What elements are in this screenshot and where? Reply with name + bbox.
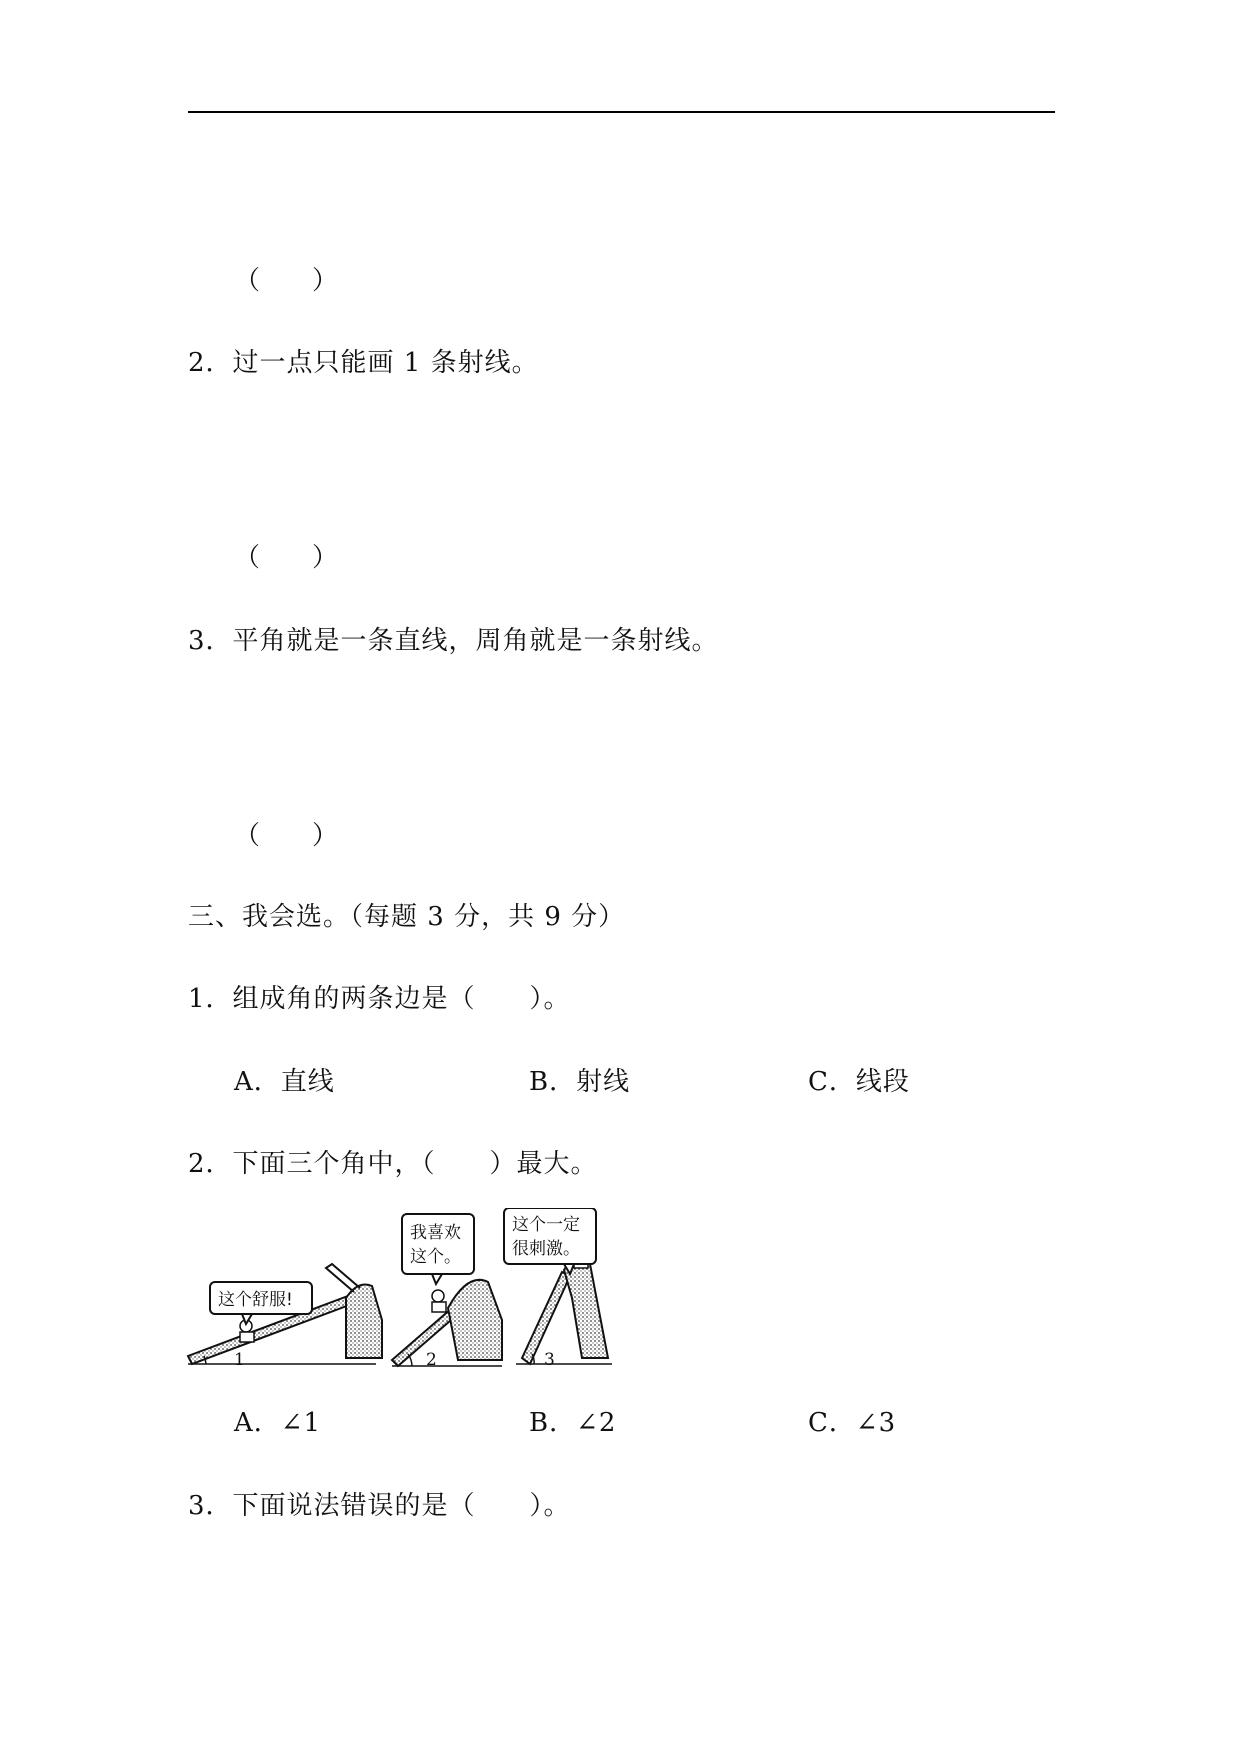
angle-label-2: 2 bbox=[426, 1350, 437, 1368]
q2-option-b[interactable]: B．∠2 bbox=[529, 1408, 617, 1438]
q1-option-a[interactable]: A．直线 bbox=[234, 1067, 335, 1097]
slides-illustration bbox=[186, 1208, 616, 1368]
q2-option-a[interactable]: A．∠1 bbox=[234, 1408, 322, 1438]
q1-option-b[interactable]: B．射线 bbox=[529, 1067, 631, 1097]
judge-question-3: 3．平角就是一条直线，周角就是一条射线。 bbox=[188, 626, 719, 656]
choice-question-2: 2．下面三个角中，（ ）最大。 bbox=[188, 1149, 598, 1179]
answer-blank-q3[interactable]: （ ） bbox=[234, 821, 339, 851]
q2-option-c[interactable]: C．∠3 bbox=[808, 1408, 897, 1438]
section-heading-choice: 三、我会选。（每题 3 分，共 9 分） bbox=[188, 902, 626, 932]
slide-2-figure bbox=[392, 1280, 502, 1366]
bubble-2-line-2: 这个。 bbox=[410, 1247, 461, 1267]
angle-label-1: 1 bbox=[234, 1350, 245, 1368]
bubble-1-text: 这个舒服! bbox=[218, 1290, 293, 1310]
choice-question-1: 1．组成角的两条边是（ ）。 bbox=[188, 984, 571, 1014]
choice-question-3: 3．下面说法错误的是（ ）。 bbox=[188, 1491, 571, 1521]
bubble-2-line-1: 我喜欢 bbox=[410, 1223, 461, 1243]
q1-option-c[interactable]: C．线段 bbox=[808, 1067, 910, 1097]
answer-blank-q1[interactable]: （ ） bbox=[234, 266, 339, 296]
speech-bubble-2 bbox=[402, 1214, 474, 1284]
answer-blank-q2[interactable]: （ ） bbox=[234, 543, 339, 573]
judge-question-2: 2．过一点只能画 1 条射线。 bbox=[188, 348, 539, 378]
bubble-3-line-1: 这个一定 bbox=[512, 1215, 580, 1235]
bubble-3-line-2: 很刺激。 bbox=[512, 1239, 580, 1259]
angle-label-3: 3 bbox=[544, 1350, 555, 1368]
speech-bubble-3 bbox=[504, 1208, 596, 1274]
header-rule bbox=[188, 111, 1055, 113]
